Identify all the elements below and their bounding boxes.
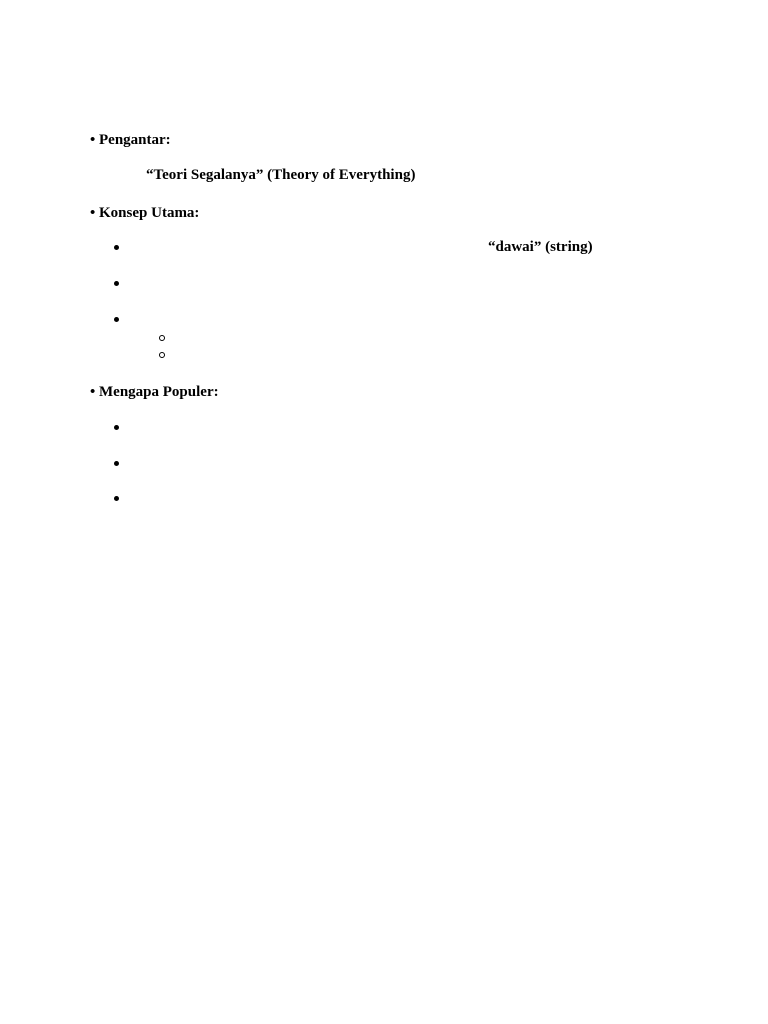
list-bullet xyxy=(114,496,119,501)
pengantar-body-text: “Teori Segalanya” (Theory of Everything) xyxy=(146,167,416,183)
section-heading-konsep-utama xyxy=(90,204,199,222)
section-heading-text: Konsep Utama: xyxy=(99,205,200,221)
section-bullet: • xyxy=(90,132,96,148)
sublist-bullet xyxy=(159,352,165,358)
section-heading-text: Pengantar: xyxy=(99,132,171,148)
section-heading-mengapa-populer xyxy=(90,383,219,401)
list-bullet xyxy=(114,425,119,430)
list-bullet xyxy=(114,461,119,466)
list-item-text: “dawai” (string) xyxy=(488,239,593,255)
list-bullet xyxy=(114,317,119,322)
list-bullet xyxy=(114,281,119,286)
section-heading-text: Mengapa Populer: xyxy=(99,384,219,400)
section-bullet: • xyxy=(90,205,96,221)
section-bullet: • xyxy=(90,384,96,400)
section-heading-pengantar xyxy=(90,131,171,149)
sublist-bullet xyxy=(159,335,165,341)
list-bullet xyxy=(114,245,119,250)
